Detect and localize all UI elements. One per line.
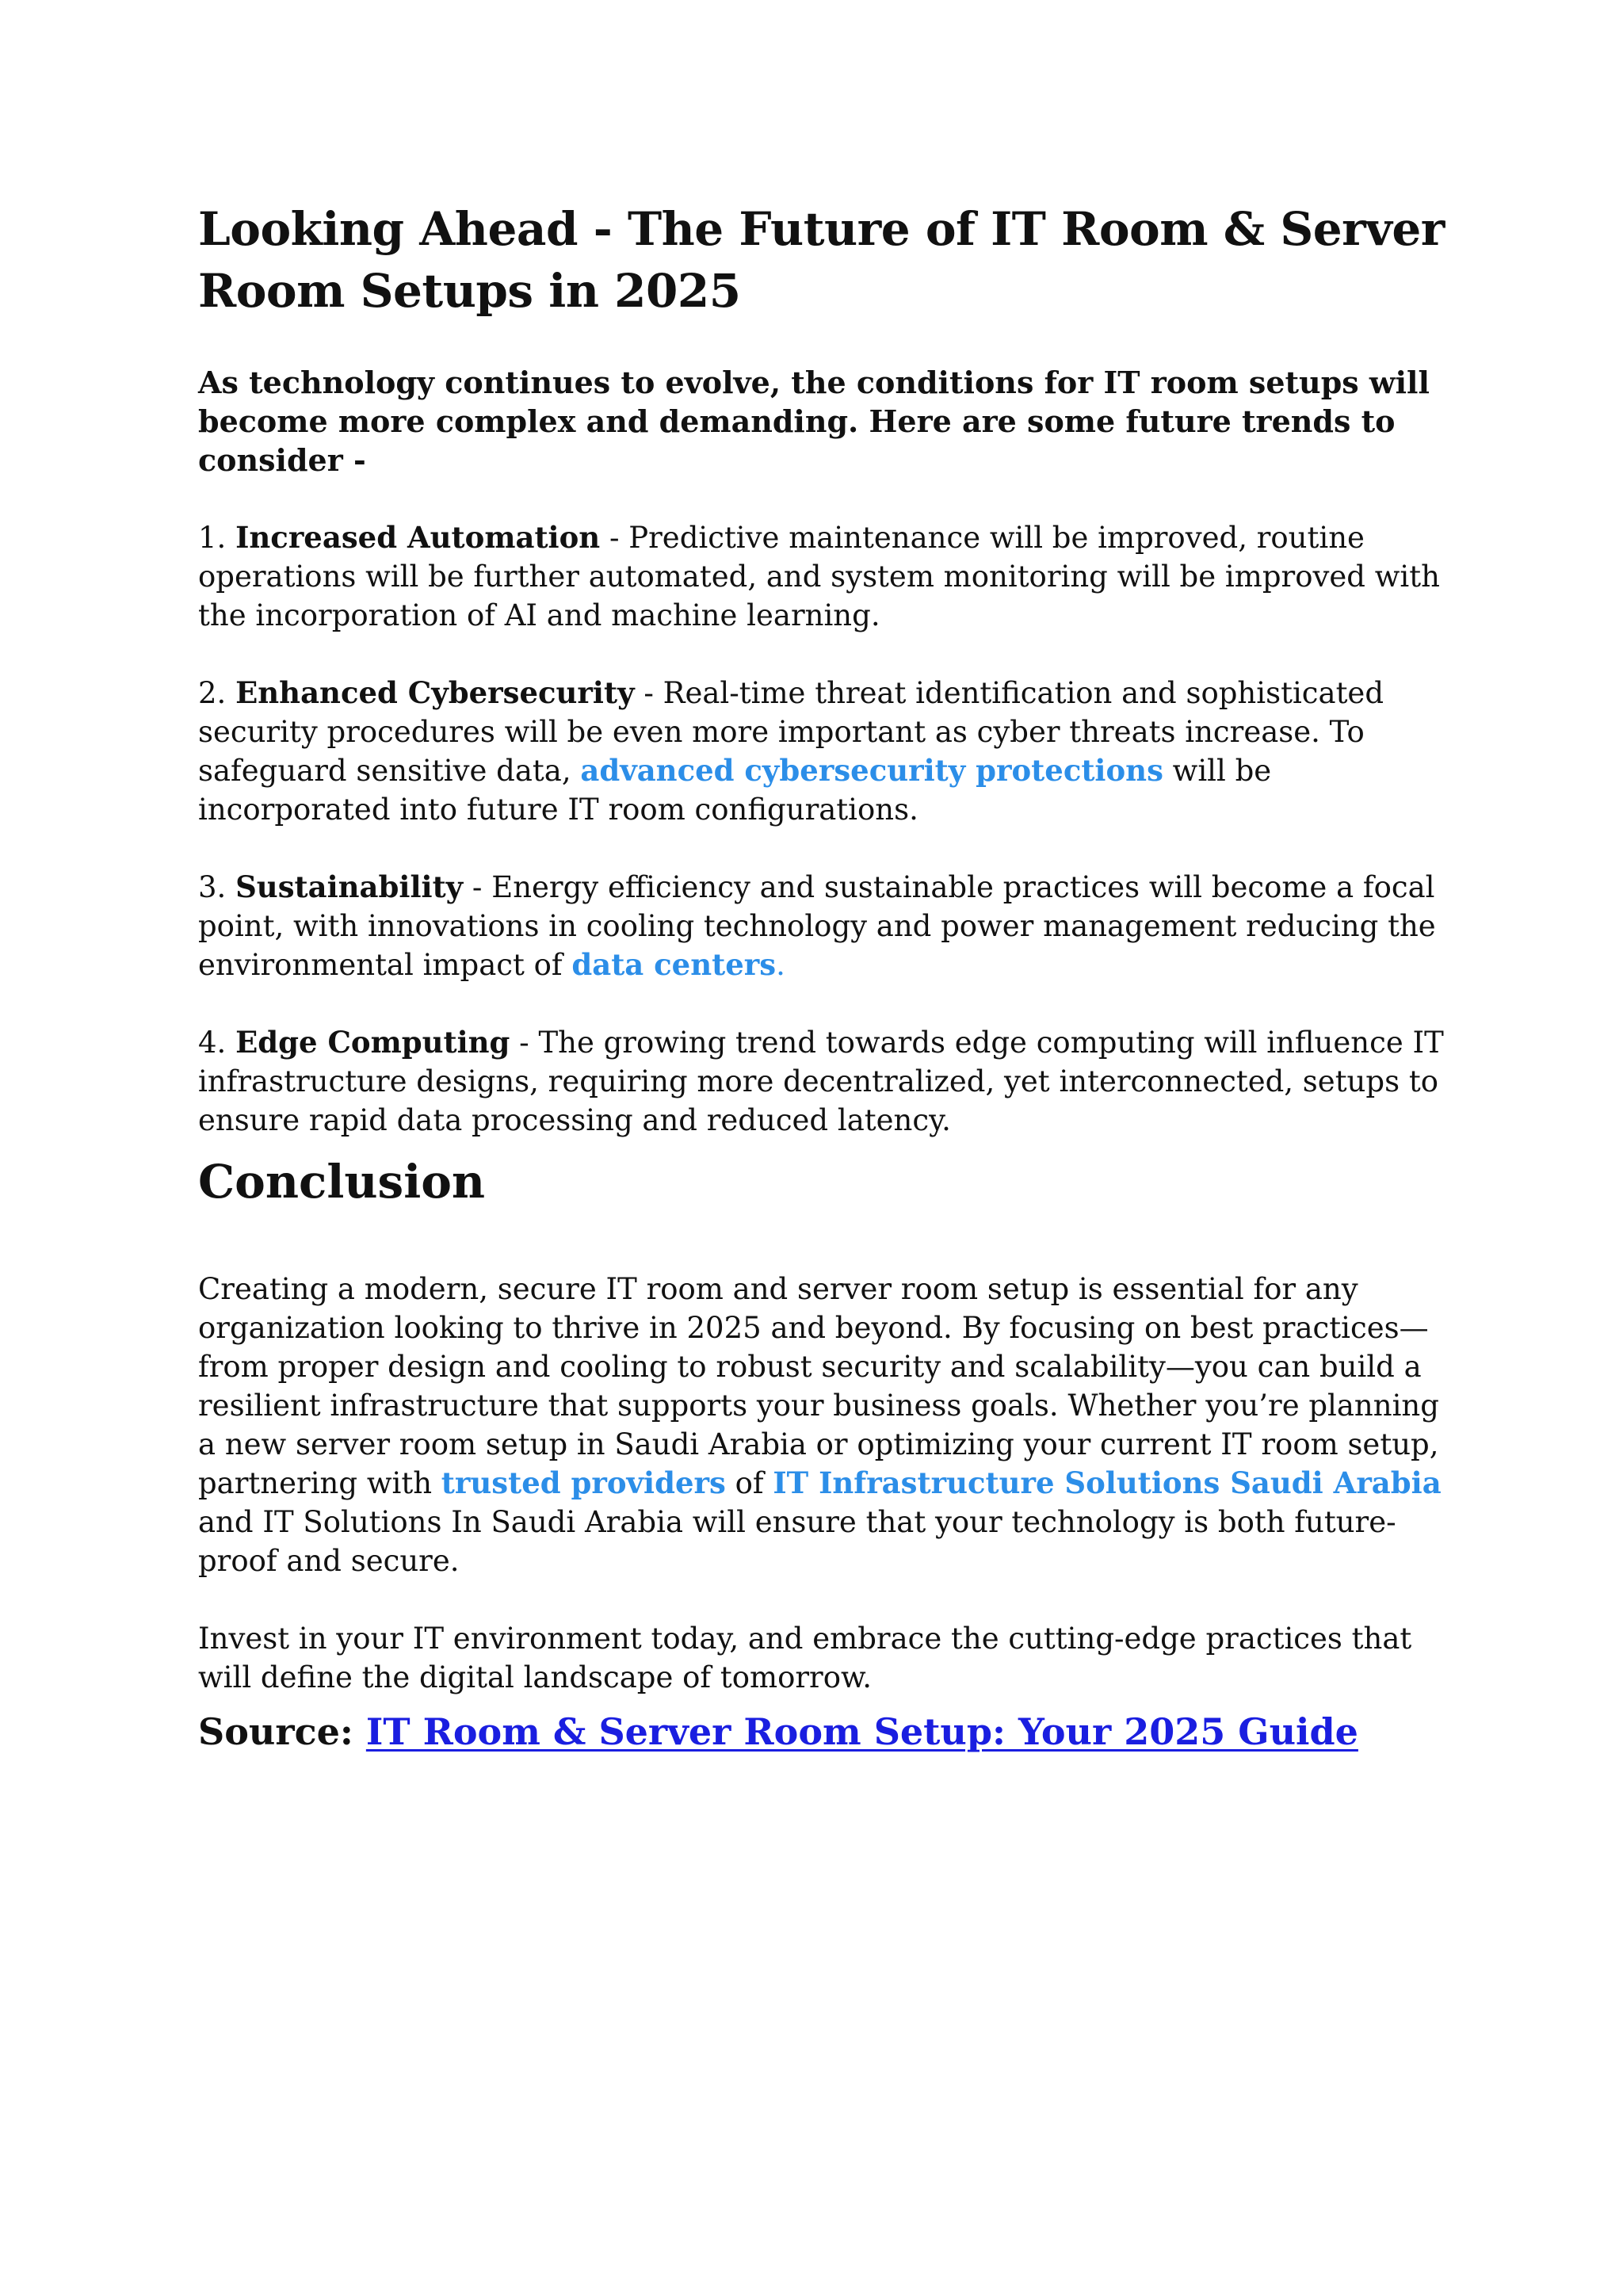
intro-paragraph: As technology continues to evolve, the conditions for IT room setups will become more complex and demanding. Here are some future trends to consider - (198, 365, 1430, 478)
conclusion-text-mid: of (725, 1466, 773, 1500)
trend-item-edge-computing (198, 1023, 1458, 1140)
cybersecurity-protections-link[interactable]: advanced cybersecurity protections (580, 753, 1163, 788)
conclusion-heading: Conclusion (198, 1155, 486, 1209)
trend-text: Energy efficiency and sustainable practices will become a focal point, with innovations in cooling technology and power management reducing the environmental impact of (198, 870, 1436, 982)
trend-number: 4. (198, 1026, 227, 1060)
document-page (198, 198, 1458, 1755)
trend-text: Real-time threat identification and sophisticated security procedures will be even more important as cyber threats increase. To safeguard sensitive data, (198, 676, 1384, 788)
trend-separator: - (600, 521, 629, 555)
data-centers-link[interactable]: data centers (571, 947, 777, 982)
trend-heading: Increased Automation (235, 520, 601, 555)
trend-item-cybersecurity (198, 674, 1458, 829)
trend-number: 2. (198, 676, 227, 710)
trend-item-sustainability (198, 868, 1458, 984)
conclusion-paragraph (198, 1270, 1458, 1580)
trend-heading: Edge Computing (235, 1025, 510, 1060)
source-link[interactable]: IT Room & Server Room Setup: Your 2025 Guide (365, 1710, 1358, 1753)
closing-paragraph: Invest in your IT environment today, and embrace the cutting-edge practices that will define the digital landscape of tomorrow. (198, 1622, 1412, 1694)
trend-separator: - (463, 870, 492, 904)
source-line (198, 1708, 1458, 1755)
trend-text: Predictive maintenance will be improved, routine operations will be further automated, and system monitoring will be improved with the incorporation of AI and machine learning. (198, 521, 1440, 632)
conclusion-text-after: and IT Solutions In Saudi Arabia will ensure that your technology is both future-proof and secure. (198, 1505, 1396, 1578)
trend-separator: - (634, 676, 663, 710)
source-label: Source: (198, 1710, 366, 1753)
trend-number: 3. (198, 870, 227, 904)
it-infrastructure-solutions-link[interactable]: IT Infrastructure Solutions Saudi Arabia (773, 1465, 1442, 1500)
page-title: Looking Ahead - The Future of IT Room & Server Room Setups in 2025 (198, 202, 1445, 318)
trend-item-automation (198, 518, 1458, 635)
trend-text-after: will be incorporated into future IT room configurations. (198, 754, 1272, 827)
trend-text-after: . (776, 948, 785, 982)
trusted-providers-link[interactable]: trusted providers (441, 1465, 726, 1500)
trend-number: 1. (198, 521, 227, 555)
trend-heading: Enhanced Cybersecurity (235, 675, 635, 710)
trend-heading: Sustainability (235, 869, 464, 904)
trend-text: The growing trend towards edge computing will influence IT infrastructure designs, requiring more decentralized, yet interconnected, setups to ensure rapid data processing and reduced latency. (198, 1026, 1444, 1137)
conclusion-text: Creating a modern, secure IT room and server room setup is essential for any organization looking to thrive in 2025 and beyond. By focusing on best practices—from proper design and cooling to robust security and scalability—you can build a resilient infrastructure that supports your business goals. Whether you’re planning a new server room setup in Saudi Arabia or optimizing your current IT room setup, partnering with (198, 1272, 1439, 1500)
trend-separator: - (510, 1026, 539, 1060)
